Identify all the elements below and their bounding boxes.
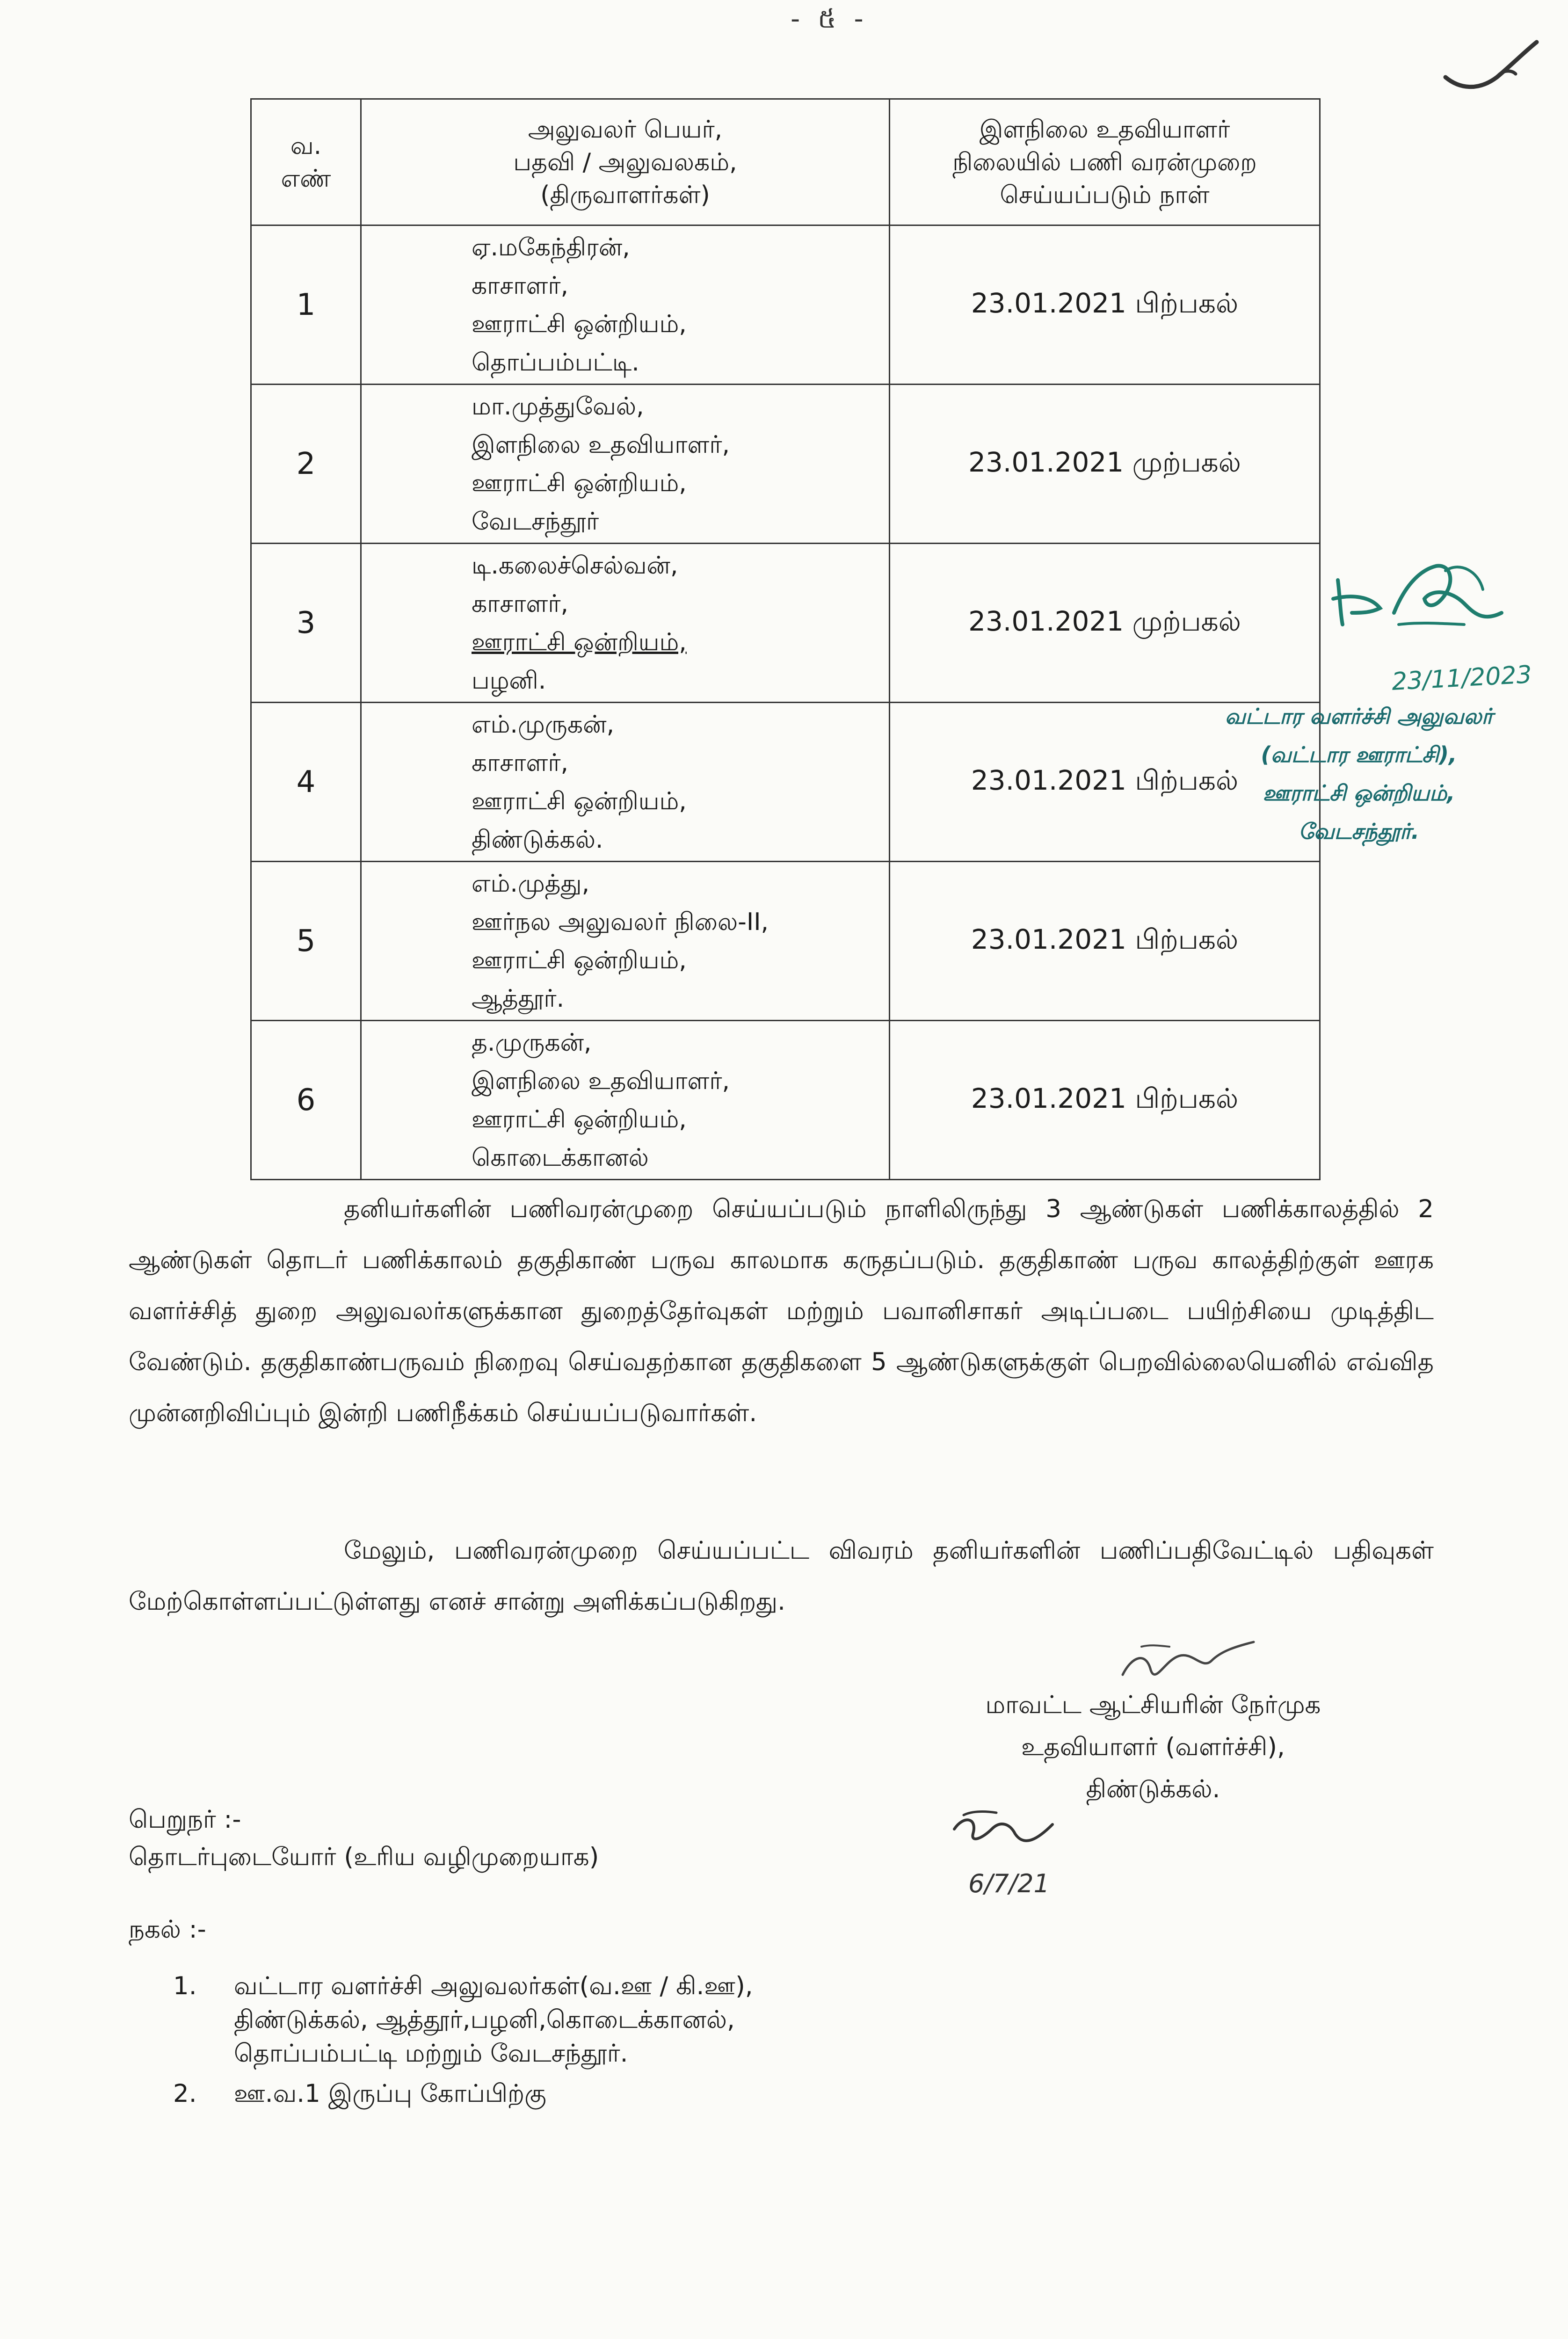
officer-office: ஊராட்சி ஒன்றியம், [472, 628, 687, 656]
officer-place: தொப்பம்பட்டி. [472, 348, 639, 377]
officer-name: த.முருகன், [472, 1028, 592, 1057]
officer-place: கொடைக்கானல் [472, 1143, 649, 1172]
copy-item-number: 2. [173, 2079, 197, 2108]
officer-post: காசாளர், [472, 589, 569, 618]
signatory-line-1: மாவட்ட ஆட்சியரின் நேர்முக [985, 1691, 1321, 1719]
table-row [251, 225, 1320, 385]
officer-name: ஏ.மகேந்திரன், [472, 233, 630, 262]
row-sno: 4 [251, 703, 361, 862]
row-officer [361, 225, 890, 385]
officer-post: இளநிலை உதவியாளர், [472, 430, 730, 459]
table-row [251, 1021, 1320, 1180]
table-row [251, 862, 1320, 1021]
header-officer: அலுவலர் பெயர், பதவி / அலுவலகம், (திருவாளர்கள்) [361, 99, 890, 225]
header-sno: வ. எண் [251, 99, 361, 225]
stamp-line-2: (வட்டார ஊராட்சி), [1261, 742, 1457, 767]
signatory-line-2: உதவியாளர் (வளர்ச்சி), [1021, 1733, 1285, 1761]
officer-post: காசாளர், [472, 271, 569, 300]
stamp-line-3: ஊராட்சி ஒன்றியம், [1263, 780, 1455, 806]
initial-date: 6/7/21 [968, 1869, 1050, 1898]
bdo-stamp [1198, 697, 1520, 850]
header-date: இளநிலை உதவியாளர் நிலையில் பணி வரன்முறை செய்யப்படும் நாள் [890, 99, 1320, 225]
row-officer [361, 703, 890, 862]
officer-office: ஊராட்சி ஒன்றியம், [472, 310, 687, 338]
signature-date: 23/11/2023 [1391, 661, 1533, 696]
officer-post: காசாளர், [472, 748, 569, 777]
table-header-row [251, 99, 1320, 225]
row-sno: 6 [251, 1021, 361, 1180]
regularisation-table [250, 98, 1321, 1180]
row-sno: 3 [251, 544, 361, 703]
row-officer [361, 385, 890, 544]
table-row [251, 385, 1320, 544]
officer-place: ஆத்தூர். [472, 984, 565, 1013]
row-officer [361, 862, 890, 1021]
officer-office: ஊராட்சி ஒன்றியம், [472, 946, 687, 974]
paragraph-probation: தனியர்களின் பணிவரன்முறை செய்யப்படும் நாளிலிருந்து 3 ஆண்டுகள் பணிக்காலத்தில் 2 ஆண்டுகள் தொடர் பணிக்காலம் தகுதிகாண் பருவ காலமாக கருதப்படும். தகுதிகாண் பருவ காலத்திற்குள் ஊரக வளர்ச்சித் துறை அலுவலர்களுக்கான துறைத்தேர்வுகள் மற்றும் பவானிசாகர் அடிப்படை பயிற்சியை முடித்திட வேண்டும். தகுதிகாண்பருவம் நிறைவு செய்வதற்கான தகுதிகளை 5 ஆண்டுகளுக்குள் பெறவில்லையெனில் எவ்வித முன்னறிவிப்பும் இன்றி பணிநீக்கம் செய்யப்படுவார்கள். [129, 1195, 1434, 1427]
copy-list [173, 1969, 968, 2117]
paragraph-certification: மேலும், பணிவரன்முறை செய்யப்பட்ட விவரம் தனியர்களின் பணிப்பதிவேட்டில் பதிவுகள் மேற்கொள்ளப்பட்டுள்ளது எனச் சான்று அளிக்கப்படுகிறது. [129, 1536, 1434, 1616]
officer-name: எம்.முத்து, [472, 869, 590, 898]
table-row [251, 544, 1320, 703]
recipient-label: பெறுநர் :- [129, 1805, 241, 1834]
officer-name: டி.கலைச்செல்வன், [472, 551, 678, 580]
row-date: 23.01.2021 பிற்பகல் [890, 225, 1320, 385]
row-date: 23.01.2021 முற்பகல் [890, 385, 1320, 544]
row-date: 23.01.2021 பிற்பகல் [890, 862, 1320, 1021]
row-date: 23.01.2021 முற்பகல் [890, 544, 1320, 703]
list-item: 1. வட்டார வளர்ச்சி அலுவலர்கள்(வ.ஊ / கி.ஊ), திண்டுக்கல், ஆத்தூர்,பழனி,கொடைக்கானல், தொப்பம்பட்டி மற்றும் வேடசந்தூர். [173, 1969, 968, 2070]
initial-signature-icon [945, 1806, 1067, 1871]
officer-place: வேடசந்தூர் [472, 507, 599, 536]
stamp-line-1: வட்டார வளர்ச்சி அலுவலர் [1225, 704, 1493, 729]
row-sno: 5 [251, 862, 361, 1021]
officer-office: ஊராட்சி ஒன்றியம், [472, 787, 687, 815]
officer-place: திண்டுக்கல். [472, 825, 603, 854]
row-officer [361, 544, 890, 703]
stamp-line-4: வேடசந்தூர். [1298, 819, 1420, 844]
officer-name: மா.முத்துவேல், [472, 392, 644, 421]
officer-post: ஊர்நல அலுவலர் நிலை-II, [472, 908, 769, 936]
officer-office: ஊராட்சி ஒன்றியம், [472, 469, 687, 497]
table-row [251, 703, 1320, 862]
row-officer [361, 1021, 890, 1180]
officer-office: ஊராட்சி ஒன்றியம், [472, 1105, 687, 1133]
list-item: 2. ஊ.வ.1 இருப்பு கோப்பிற்கு [173, 2077, 968, 2111]
row-date: 23.01.2021 பிற்பகல் [890, 703, 1320, 862]
signatory-line-3: திண்டுக்கல். [1086, 1775, 1220, 1803]
copy-label: நகல் :- [129, 1915, 206, 1944]
signatory-block [954, 1684, 1352, 1810]
copy-item-number: 1. [173, 1972, 197, 2000]
pen-mark-icon [1441, 33, 1544, 94]
officer-name: எம்.முருகன், [472, 710, 615, 739]
page-number: - ៥ - [791, 4, 868, 34]
row-sno: 2 [251, 385, 361, 544]
officer-place: பழனி. [472, 666, 546, 695]
recipient-value: தொடர்புடையோர் (உரிய வழிமுறையாக) [129, 1843, 599, 1871]
row-sno: 1 [251, 225, 361, 385]
row-date: 23.01.2021 பிற்பகல் [890, 1021, 1320, 1180]
officer-post: இளநிலை உதவியாளர், [472, 1067, 730, 1095]
